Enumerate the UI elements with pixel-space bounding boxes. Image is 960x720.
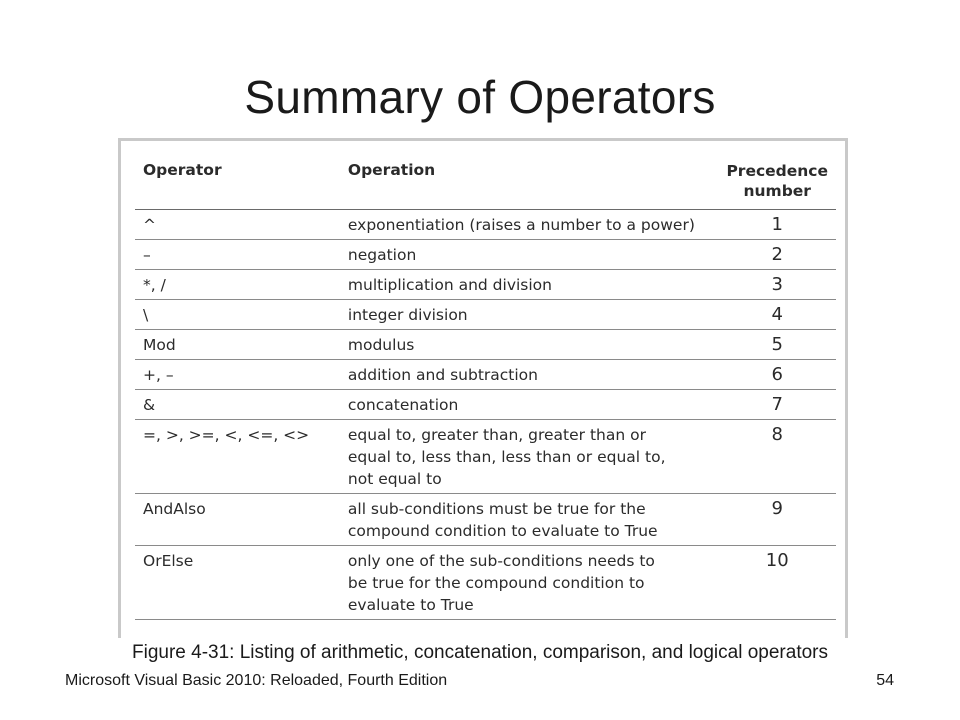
header-operator: Operator [135, 155, 340, 210]
table-row [135, 210, 836, 240]
operation-cell: all sub-conditions must be true for the compound condition to evaluate to True [340, 494, 719, 546]
header-precedence: Precedence number [718, 155, 836, 210]
operator-cell: Mod [135, 330, 340, 360]
operator-cell: *, / [135, 270, 340, 300]
operator-cell: =, >, >=, <, <=, <> [135, 420, 340, 494]
precedence-cell: 3 [718, 270, 836, 300]
operation-cell: concatenation [340, 390, 719, 420]
table-row [135, 270, 836, 300]
operator-cell: ^ [135, 210, 340, 240]
operation-cell: modulus [340, 330, 719, 360]
header-operation: Operation [340, 155, 719, 210]
precedence-cell: 2 [718, 240, 836, 270]
precedence-cell: 5 [718, 330, 836, 360]
operation-cell: multiplication and division [340, 270, 719, 300]
operation-cell: exponentiation (raises a number to a power) [340, 210, 719, 240]
operator-cell: AndAlso [135, 494, 340, 546]
table-header-row [135, 155, 836, 210]
precedence-cell: 9 [718, 494, 836, 546]
operator-cell: & [135, 390, 340, 420]
operators-table [135, 155, 836, 620]
table-row [135, 546, 836, 620]
precedence-cell: 6 [718, 360, 836, 390]
figure-table-frame [118, 138, 848, 638]
footer-book-title: Microsoft Visual Basic 2010: Reloaded, Fourth Edition [65, 672, 448, 689]
precedence-cell: 7 [718, 390, 836, 420]
operator-cell: \ [135, 300, 340, 330]
operator-cell: +, – [135, 360, 340, 390]
page-number: 54 [876, 672, 894, 689]
operator-cell: – [135, 240, 340, 270]
figure-caption: Figure 4-31: Listing of arithmetic, concatenation, comparison, and logical operators [132, 642, 828, 663]
operator-cell: OrElse [135, 546, 340, 620]
operation-cell: negation [340, 240, 719, 270]
precedence-cell: 4 [718, 300, 836, 330]
table-row [135, 360, 836, 390]
table-row [135, 300, 836, 330]
table-row [135, 420, 836, 494]
operation-cell: addition and subtraction [340, 360, 719, 390]
operation-cell: only one of the sub-conditions needs to be true for the compound condition to evaluate to True [340, 546, 719, 620]
operation-cell: equal to, greater than, greater than or equal to, less than, less than or equal to, not equal to [340, 420, 719, 494]
operation-cell: integer division [340, 300, 719, 330]
table-row [135, 330, 836, 360]
precedence-cell: 1 [718, 210, 836, 240]
slide-title: Summary of Operators [244, 71, 716, 123]
precedence-cell: 8 [718, 420, 836, 494]
table-row [135, 390, 836, 420]
table-row [135, 240, 836, 270]
precedence-cell: 10 [718, 546, 836, 620]
table-row [135, 494, 836, 546]
